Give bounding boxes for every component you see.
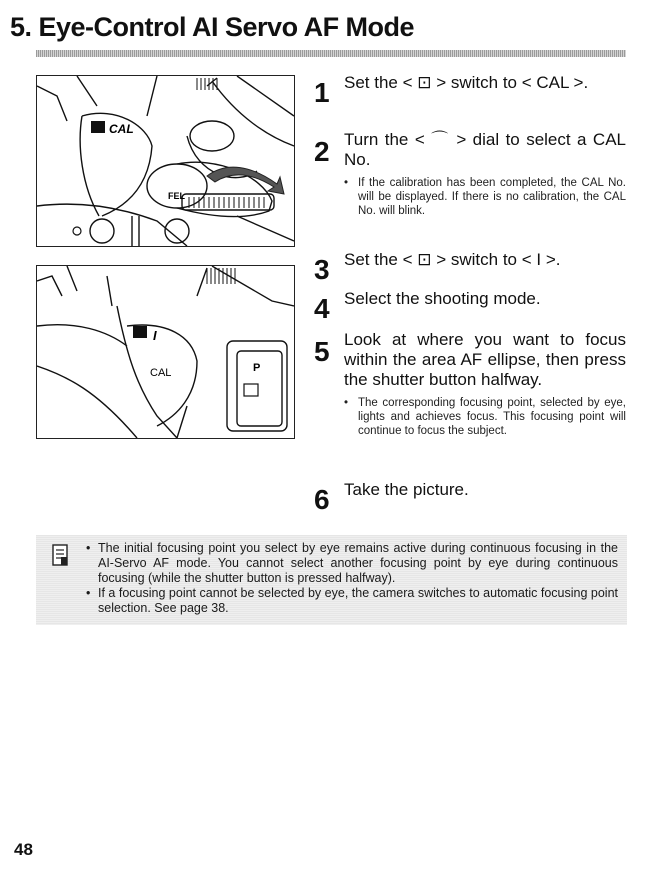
step-6 (314, 480, 626, 515)
step-note-text: The corresponding focusing point, selected by eye, lights and achieves focus. This focusing point will continue to focus the subject. (358, 397, 626, 437)
note-item (86, 541, 618, 586)
bullet: • (86, 541, 91, 555)
step-text: Set the < ⊡ > switch to < CAL >. (344, 73, 589, 92)
rotate-arrow-icon (207, 167, 284, 194)
bullet: • (344, 397, 349, 409)
step-number: 3 (314, 254, 330, 285)
step-2 (314, 130, 626, 218)
eye-icon (244, 384, 258, 396)
step-text: Set the < ⊡ > switch to < I >. (344, 250, 561, 269)
program-mode-label: P (253, 362, 261, 374)
bullet: • (86, 586, 91, 600)
step-number: 4 (314, 293, 330, 324)
step-text: Select the shooting mode. (344, 289, 541, 308)
camera-illustration-mode (36, 265, 295, 439)
step-text: Turn the < ⌒ > dial to select a CAL No. (344, 130, 626, 169)
step-note-text: If the calibration has been completed, the CAL No. will be displayed. If there is no calibration, the CAL No. will blink. (358, 177, 626, 217)
note-item (86, 586, 618, 616)
camera-top-cal-drawing (37, 76, 294, 246)
step-text: Look at where you want to focus within the area AF ellipse, then press the shutter button halfway. (344, 330, 626, 389)
sun-icon (73, 227, 81, 235)
step-number: 5 (314, 336, 330, 367)
cal-label: CAL (150, 367, 172, 379)
cal-label: CAL (109, 122, 134, 136)
step-number: 2 (314, 136, 330, 167)
step-note (344, 176, 626, 218)
bullet: • (344, 177, 349, 189)
step-5 (314, 330, 626, 438)
title-rule (36, 50, 626, 57)
eye-control-switch-icon (133, 326, 147, 338)
memo-note-icon (52, 544, 68, 566)
step-note (344, 396, 626, 438)
eye-control-switch-icon (91, 121, 105, 133)
fel-label: FEL (168, 191, 185, 201)
note-box (36, 535, 627, 625)
step-number: 1 (314, 77, 330, 108)
eye-mode-label: I (153, 328, 157, 343)
note-text: The initial focusing point you select by eye remains active during continuous focusing in the AI-Servo AF mode. You cannot select another focusing point by eye during continuous focusing (while the shutter button is pressed halfway). (98, 541, 618, 585)
page-number: 48 (14, 840, 33, 859)
page-title: 5. Eye-Control AI Servo AF Mode (10, 12, 415, 42)
note-text: If a focusing point cannot be selected by eye, the camera switches to automatic focusing point selection. See page 38. (98, 586, 618, 615)
step-4 (314, 289, 626, 324)
step-3 (314, 250, 626, 285)
step-1 (314, 73, 626, 108)
step-text: Take the picture. (344, 480, 469, 499)
camera-illustration-cal (36, 75, 295, 247)
camera-top-mode-drawing (37, 266, 294, 438)
step-number: 6 (314, 484, 330, 515)
